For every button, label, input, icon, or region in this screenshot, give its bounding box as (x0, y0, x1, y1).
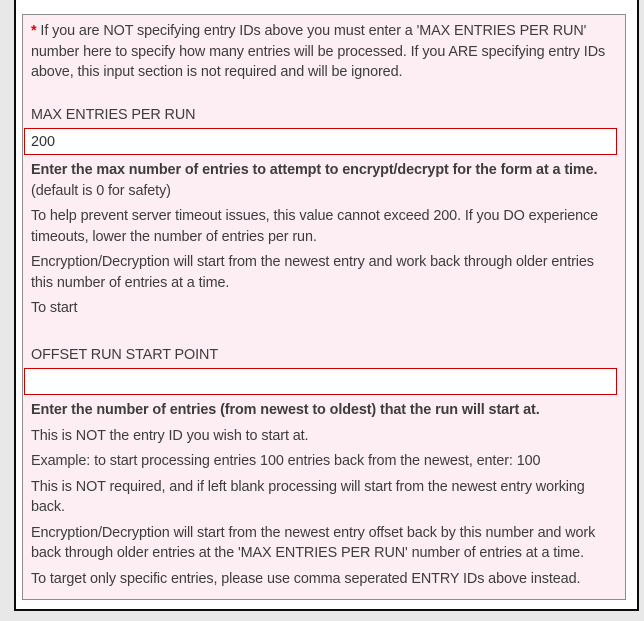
section-intro-label: If you are NOT specifying entry IDs above you must enter a 'MAX ENTRIES PER RUN' number here to specify how many entries will be processed. If you ARE specifying entry IDs above, this input section is not required and will be ignored. (31, 23, 606, 80)
content-panel (14, 0, 639, 611)
offset-note-target-specific: To target only specific entries, please use comma seperated ENTRY IDs above instead. (31, 570, 581, 587)
max-entries-description-note: (default is 0 for safety) (31, 182, 171, 199)
max-entries-description-bold: Enter the max number of entries to attempt to encrypt/decrypt for the form at a time. (31, 162, 598, 178)
offset-note-not-entry-id: This is NOT the entry ID you wish to start at. (31, 427, 309, 444)
max-entries-input[interactable] (24, 128, 617, 155)
offset-input[interactable] (24, 368, 617, 395)
required-asterisk-icon: * (31, 23, 37, 39)
max-entries-note-to-start: To start (31, 300, 78, 316)
entry-run-settings-section (22, 14, 626, 600)
max-entries-label: MAX ENTRIES PER RUN (31, 106, 196, 123)
max-entries-description (31, 160, 617, 201)
offset-description (31, 400, 617, 421)
offset-field (31, 345, 617, 590)
offset-description-bold: Enter the number of entries (from newest to oldest) that the run will start at. (31, 402, 540, 418)
offset-note-order: Encryption/Decryption will start from the newest entry offset back by this number and work back through older entries at the 'MAX ENTRIES PER RUN' number of entries at a time. (31, 524, 596, 561)
max-entries-note-timeout: To help prevent server timeout issues, this value cannot exceed 200. If you DO experience timeouts, lower the number of entries per run. (31, 208, 599, 245)
offset-label: OFFSET RUN START POINT (31, 346, 219, 363)
offset-note-example: Example: to start processing entries 100 entries back from the newest, enter: 100 (31, 453, 541, 469)
max-entries-note-order: Encryption/Decryption will start from the newest entry and work back through older entries this number of entries at a time. (31, 254, 594, 291)
offset-note-not-required: This is NOT required, and if left blank processing will start from the newest entry working back. (31, 478, 585, 515)
max-entries-field (31, 105, 617, 319)
section-intro-text (31, 21, 617, 83)
